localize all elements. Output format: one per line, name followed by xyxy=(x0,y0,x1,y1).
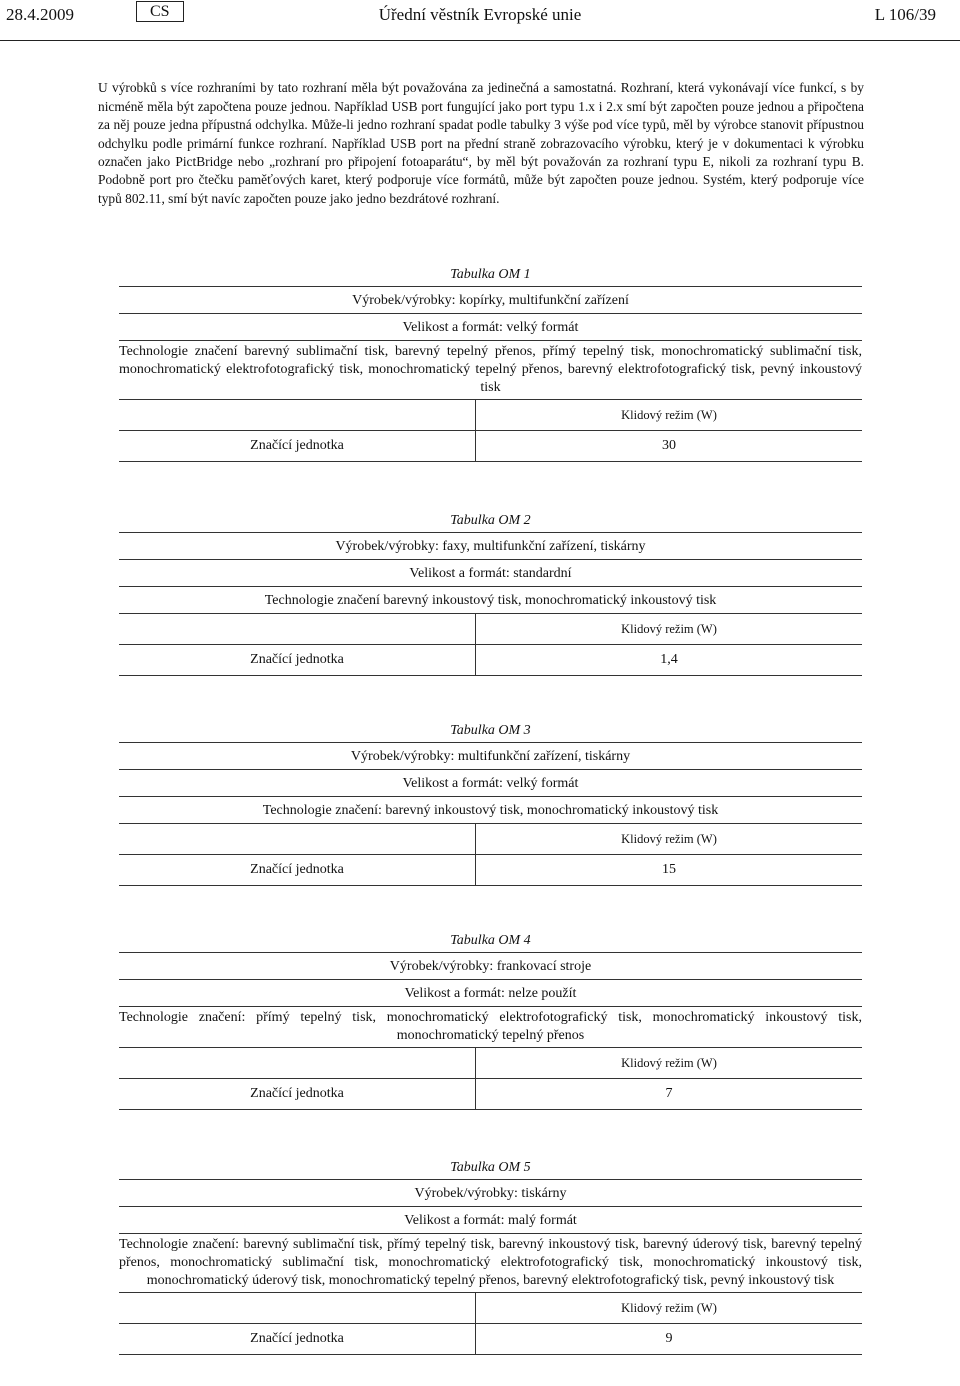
table-caption: Tabulka OM 4 xyxy=(450,933,531,948)
table-body xyxy=(119,286,862,462)
unit-label: Značící jednotka xyxy=(119,855,476,885)
mode-header-row xyxy=(119,1048,862,1079)
product-row: Výrobek/výrobky: frankovací stroje xyxy=(119,953,862,980)
mode-header-row xyxy=(119,1293,862,1324)
unit-label: Značící jednotka xyxy=(119,431,476,461)
sleep-mode-value: 1,4 xyxy=(660,652,678,667)
sleep-mode-value: 9 xyxy=(665,1331,673,1346)
technology-row: Technologie značení: přímý tepelný tisk, monochromatický elektrofotografický tisk, monochromatický inkoustový tisk, monochromatický tepelný přenos xyxy=(119,1007,862,1048)
sleep-mode-value: 30 xyxy=(662,438,676,453)
table-body xyxy=(119,1179,862,1355)
empty-cell xyxy=(119,614,476,644)
technology-row: Technologie značení barevný sublimační tisk, barevný tepelný přenos, přímý tepelný tisk, monochromatický sublimační tisk, monochromatický elektrofotografický tisk, monochromatický tepelný přenos, barevný elektrofotografický tisk, pevný inkoustový tisk xyxy=(119,341,862,400)
value-row xyxy=(119,645,862,675)
table-om-4 xyxy=(119,930,862,1110)
size-format-row: Velikost a formát: velký formát xyxy=(119,770,862,797)
size-format-row: Velikost a formát: standardní xyxy=(119,560,862,587)
sleep-mode-value: 7 xyxy=(665,1086,673,1101)
unit-label: Značící jednotka xyxy=(119,645,476,675)
table-caption: Tabulka OM 5 xyxy=(450,1160,531,1175)
technology-row: Technologie značení barevný inkoustový tisk, monochromatický inkoustový tisk xyxy=(119,587,862,614)
mode-header-row xyxy=(119,400,862,431)
technology-row: Technologie značení: barevný sublimační tisk, přímý tepelný tisk, barevný inkoustový tisk, barevný úderový tisk, barevný tepelný přenos, monochromatický sublimační tisk, monochromatický elektrofotografický tisk, monochromatický inkoustový tisk, monochromatický úderový tisk, monochromatický tepelný přenos, barevný elektrofotografický tisk, pevný inkoustový tisk xyxy=(119,1234,862,1293)
product-row: Výrobek/výrobky: multifunkční zařízení, tiskárny xyxy=(119,743,862,770)
unit-label: Značící jednotka xyxy=(119,1324,476,1354)
sleep-mode-header: Klidový režim (W) xyxy=(621,1300,717,1315)
value-row xyxy=(119,1079,862,1109)
table-body xyxy=(119,532,862,676)
value-row xyxy=(119,855,862,885)
table-om-5 xyxy=(119,1157,862,1355)
sleep-mode-header: Klidový režim (W) xyxy=(621,621,717,636)
table-om-1 xyxy=(119,264,862,462)
product-row: Výrobek/výrobky: kopírky, multifunkční zařízení xyxy=(119,287,862,314)
size-format-row: Velikost a formát: nelze použít xyxy=(119,980,862,1007)
table-caption: Tabulka OM 2 xyxy=(450,513,531,528)
value-row xyxy=(119,1324,862,1354)
empty-cell xyxy=(119,1293,476,1323)
technology-row: Technologie značení: barevný inkoustový tisk, monochromatický inkoustový tisk xyxy=(119,797,862,824)
mode-header-row xyxy=(119,614,862,645)
mode-header-row xyxy=(119,824,862,855)
page-number: L 106/39 xyxy=(874,5,936,24)
size-format-row: Velikost a formát: velký formát xyxy=(119,314,862,341)
table-om-2 xyxy=(119,510,862,676)
size-format-row: Velikost a formát: malý formát xyxy=(119,1207,862,1234)
intro-paragraph: U výrobků s více rozhraními by tato rozhraní měla být považována za jedinečná a samostatná. Rozhraní, která vykonávají více funkcí, s by nicméně měla být započtena pouze jednou. Například USB port fungující jako port typu 1.x i 2.x smí být započten pouze jednou a připočtena za něj pouze jedna přípustná odchylka. Může-li jedno rozhraní spadat podle tabulky 3 výše pod více typů, měl by výrobce stanovit přípustnou odchylku podle primární funkce rozhraní. Například USB port na přední straně zobrazovacího výrobku, který je v dokumentaci k výrobku označen jako PictBridge nebo „rozhraní pro připojení fotoaparátu“, by měl být považován za rozhraní typu E, nikoli za rozhraní typu B. Podobně port pro čtečku paměťových karet, který podporuje více formátů, může být započten pouze jednou. Systém, který podporuje více typů 802.11, smí být navíc započten pouze jako jedno bezdrátové rozhraní. xyxy=(98,80,864,206)
sleep-mode-header: Klidový režim (W) xyxy=(621,831,717,846)
sleep-mode-header: Klidový režim (W) xyxy=(621,1055,717,1070)
table-body xyxy=(119,742,862,886)
language-badge: CS xyxy=(136,1,184,22)
table-body xyxy=(119,952,862,1110)
product-row: Výrobek/výrobky: tiskárny xyxy=(119,1180,862,1207)
sleep-mode-header: Klidový režim (W) xyxy=(621,407,717,422)
journal-title: Úřední věstník Evropské unie xyxy=(378,5,582,24)
unit-label: Značící jednotka xyxy=(119,1079,476,1109)
sleep-mode-value: 15 xyxy=(662,862,676,877)
empty-cell xyxy=(119,824,476,854)
table-om-3 xyxy=(119,720,862,886)
value-row xyxy=(119,431,862,461)
product-row: Výrobek/výrobky: faxy, multifunkční zařízení, tiskárny xyxy=(119,533,862,560)
page-header xyxy=(0,0,960,41)
empty-cell xyxy=(119,1048,476,1078)
table-caption: Tabulka OM 1 xyxy=(450,267,531,282)
empty-cell xyxy=(119,400,476,430)
header-date: 28.4.2009 xyxy=(6,5,74,24)
table-caption: Tabulka OM 3 xyxy=(450,723,531,738)
